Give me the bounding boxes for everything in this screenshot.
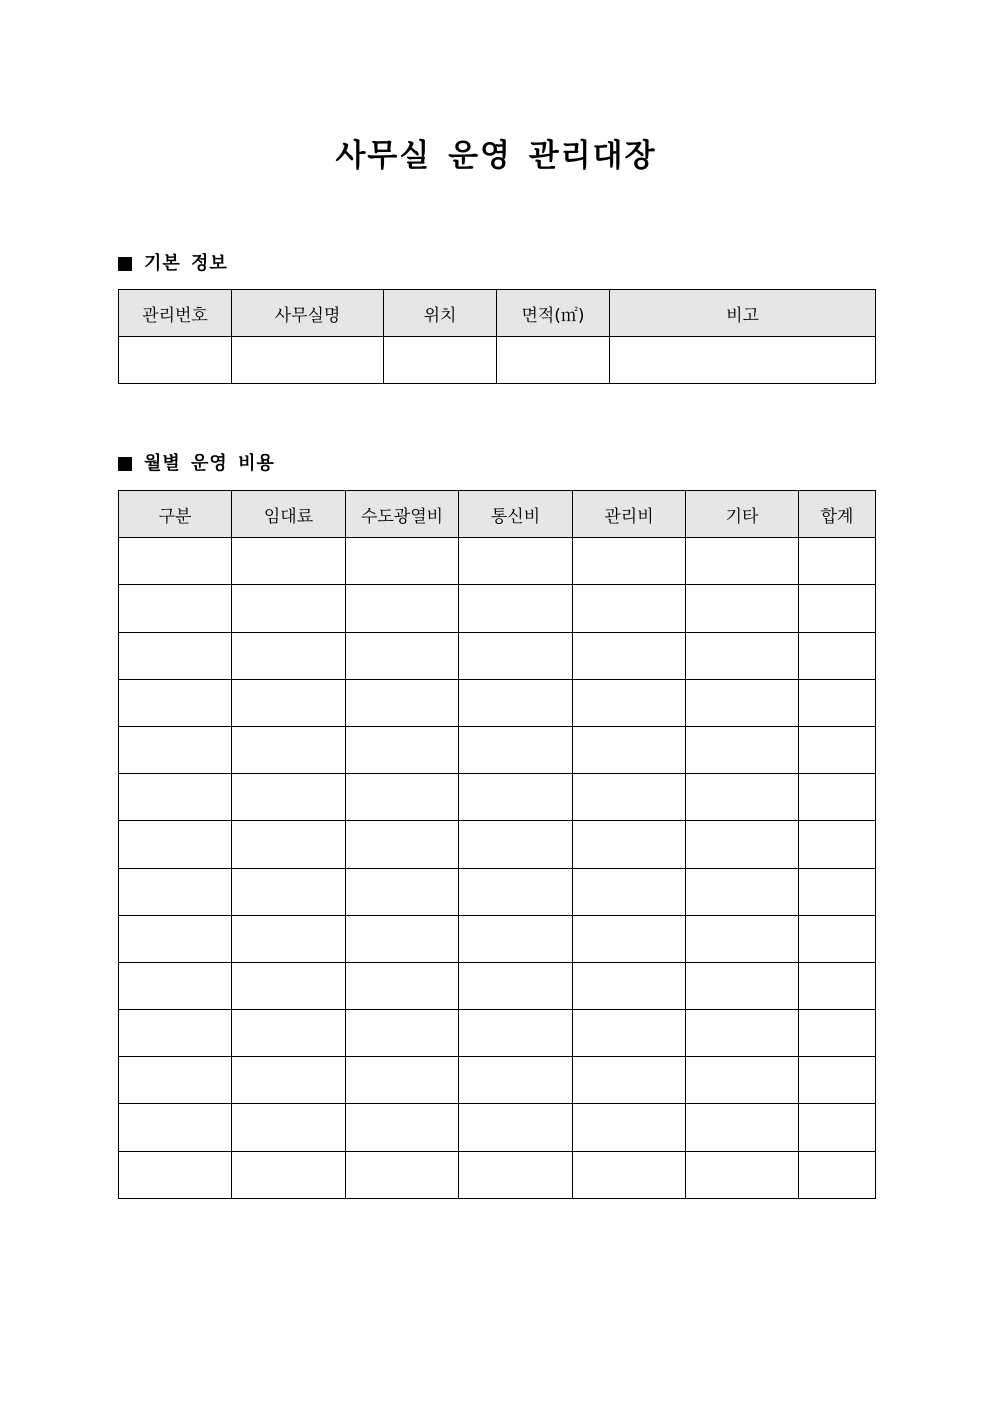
table-cell[interactable]	[119, 726, 232, 773]
table-cell[interactable]	[686, 821, 799, 868]
table-cell[interactable]	[119, 915, 232, 962]
table-cell[interactable]	[459, 1057, 573, 1104]
table-cell[interactable]	[799, 585, 876, 632]
table-cell[interactable]	[497, 337, 610, 384]
table-cell[interactable]	[573, 538, 686, 585]
table-cell[interactable]	[799, 1057, 876, 1104]
table-cell[interactable]	[799, 962, 876, 1009]
black-square-bullet-icon	[118, 257, 132, 271]
table-header-row	[119, 491, 876, 538]
table-cell[interactable]	[346, 962, 459, 1009]
table-cell[interactable]	[459, 1151, 573, 1198]
table-cell[interactable]	[346, 868, 459, 915]
table-cell[interactable]	[346, 915, 459, 962]
table-row	[119, 1104, 876, 1151]
table-cell[interactable]	[119, 1010, 232, 1057]
table-cell[interactable]	[119, 868, 232, 915]
table-cell[interactable]	[799, 726, 876, 773]
table-cell[interactable]	[232, 632, 346, 679]
table-cell[interactable]	[232, 1057, 346, 1104]
table-row	[119, 337, 876, 384]
table-cell[interactable]	[459, 774, 573, 821]
table-cell[interactable]	[384, 337, 497, 384]
page-title: 사무실 운영 관리대장	[335, 138, 657, 174]
table-cell[interactable]	[459, 585, 573, 632]
table-cell[interactable]	[346, 538, 459, 585]
table-cell[interactable]	[686, 585, 799, 632]
table-cell[interactable]	[232, 1151, 346, 1198]
column-header-area: 면적(㎡)	[497, 290, 610, 337]
table-cell[interactable]	[573, 726, 686, 773]
table-cell[interactable]	[459, 915, 573, 962]
table-cell[interactable]	[119, 679, 232, 726]
table-cell[interactable]	[119, 337, 232, 384]
section-heading-monthly-costs	[118, 452, 275, 476]
section-heading-basic-info	[118, 252, 228, 276]
table-cell[interactable]	[232, 679, 346, 726]
table-cell[interactable]	[686, 538, 799, 585]
basic-info-table	[118, 289, 876, 384]
table-cell[interactable]	[573, 1010, 686, 1057]
table-cell[interactable]	[573, 868, 686, 915]
table-cell[interactable]	[686, 915, 799, 962]
table-cell[interactable]	[459, 538, 573, 585]
table-cell[interactable]	[232, 868, 346, 915]
table-cell[interactable]	[573, 774, 686, 821]
table-cell[interactable]	[799, 1104, 876, 1151]
table-cell[interactable]	[459, 632, 573, 679]
table-cell[interactable]	[573, 915, 686, 962]
table-row	[119, 585, 876, 632]
table-cell[interactable]	[686, 868, 799, 915]
table-cell[interactable]	[686, 962, 799, 1009]
column-header-category: 구분	[119, 491, 232, 538]
table-cell[interactable]	[346, 679, 459, 726]
table-row	[119, 679, 876, 726]
table-row	[119, 1057, 876, 1104]
column-header-office-name: 사무실명	[232, 290, 384, 337]
table-header-row	[119, 290, 876, 337]
column-header-rent: 임대료	[232, 491, 346, 538]
column-header-telecom: 통신비	[459, 491, 573, 538]
table-cell[interactable]	[232, 821, 346, 868]
column-header-location: 위치	[384, 290, 497, 337]
table-cell[interactable]	[573, 1151, 686, 1198]
table-cell[interactable]	[686, 726, 799, 773]
table-cell[interactable]	[232, 774, 346, 821]
table-cell[interactable]	[459, 1104, 573, 1151]
column-header-utilities: 수도광열비	[346, 491, 459, 538]
section-heading-label: 월별 운영 비용	[144, 453, 275, 474]
table-cell[interactable]	[459, 821, 573, 868]
black-square-bullet-icon	[118, 457, 132, 471]
table-cell[interactable]	[119, 632, 232, 679]
table-cell[interactable]	[686, 1104, 799, 1151]
table-cell[interactable]	[573, 679, 686, 726]
table-cell[interactable]	[459, 1010, 573, 1057]
table-row	[119, 821, 876, 868]
table-cell[interactable]	[119, 1104, 232, 1151]
column-header-total: 합계	[799, 491, 876, 538]
section-heading-label: 기본 정보	[144, 253, 228, 274]
table-row	[119, 726, 876, 773]
table-row	[119, 774, 876, 821]
table-cell[interactable]	[232, 1010, 346, 1057]
table-cell[interactable]	[119, 538, 232, 585]
table-cell[interactable]	[346, 1151, 459, 1198]
table-cell[interactable]	[119, 774, 232, 821]
table-cell[interactable]	[573, 962, 686, 1009]
column-header-remarks: 비고	[610, 290, 876, 337]
table-row	[119, 1010, 876, 1057]
table-cell[interactable]	[346, 774, 459, 821]
table-cell[interactable]	[459, 726, 573, 773]
table-cell[interactable]	[799, 915, 876, 962]
table-cell[interactable]	[232, 1104, 346, 1151]
table-cell[interactable]	[119, 1057, 232, 1104]
table-cell[interactable]	[346, 821, 459, 868]
table-cell[interactable]	[119, 821, 232, 868]
table-cell[interactable]	[573, 585, 686, 632]
table-cell[interactable]	[686, 679, 799, 726]
table-cell[interactable]	[686, 632, 799, 679]
table-cell[interactable]	[232, 585, 346, 632]
column-header-other: 기타	[686, 491, 799, 538]
table-cell[interactable]	[459, 679, 573, 726]
table-cell[interactable]	[573, 632, 686, 679]
column-header-management-number: 관리번호	[119, 290, 232, 337]
table-cell[interactable]	[686, 1057, 799, 1104]
table-cell[interactable]	[119, 585, 232, 632]
table-cell[interactable]	[686, 774, 799, 821]
table-cell[interactable]	[232, 538, 346, 585]
table-cell[interactable]	[346, 585, 459, 632]
table-cell[interactable]	[346, 1010, 459, 1057]
table-cell[interactable]	[799, 679, 876, 726]
table-row	[119, 1151, 876, 1198]
table-cell[interactable]	[346, 1104, 459, 1151]
table-cell[interactable]	[573, 1104, 686, 1151]
table-cell[interactable]	[799, 1010, 876, 1057]
table-cell[interactable]	[610, 337, 876, 384]
table-cell[interactable]	[799, 868, 876, 915]
table-cell[interactable]	[119, 1151, 232, 1198]
table-cell[interactable]	[232, 962, 346, 1009]
table-cell[interactable]	[346, 1057, 459, 1104]
table-row	[119, 868, 876, 915]
table-row	[119, 915, 876, 962]
table-cell[interactable]	[799, 632, 876, 679]
table-cell[interactable]	[232, 337, 384, 384]
table-row	[119, 632, 876, 679]
table-cell[interactable]	[459, 962, 573, 1009]
table-cell[interactable]	[686, 1010, 799, 1057]
table-cell[interactable]	[799, 538, 876, 585]
table-cell[interactable]	[799, 1151, 876, 1198]
table-cell[interactable]	[346, 726, 459, 773]
table-cell[interactable]	[119, 962, 232, 1009]
table-cell[interactable]	[573, 821, 686, 868]
table-cell[interactable]	[799, 774, 876, 821]
table-row	[119, 538, 876, 585]
table-cell[interactable]	[799, 821, 876, 868]
table-cell[interactable]	[573, 1057, 686, 1104]
table-cell[interactable]	[459, 868, 573, 915]
table-row	[119, 962, 876, 1009]
monthly-costs-table	[118, 490, 876, 1199]
table-cell[interactable]	[346, 632, 459, 679]
table-cell[interactable]	[232, 726, 346, 773]
column-header-maintenance: 관리비	[573, 491, 686, 538]
table-cell[interactable]	[232, 915, 346, 962]
table-cell[interactable]	[686, 1151, 799, 1198]
